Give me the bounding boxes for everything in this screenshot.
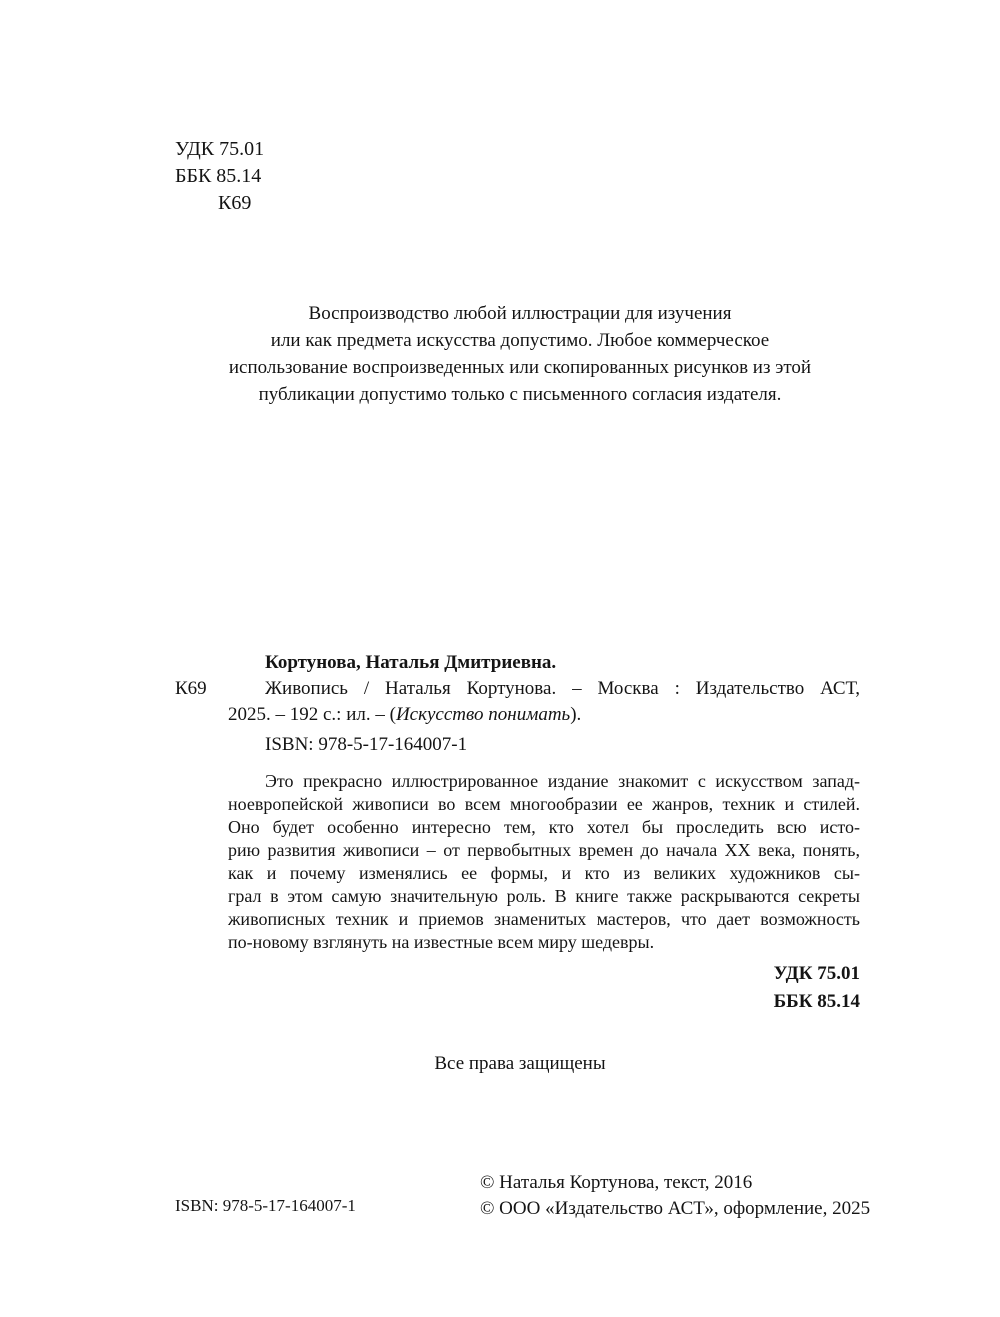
notice-line: использование воспроизведенных или скопированных рисунков из этой: [228, 357, 812, 378]
notice-line: или как предмета искусства допустимо. Любое коммерческое: [270, 330, 770, 351]
bbk-code-bottom: ББК 85.14: [773, 991, 860, 1012]
permission-notice: [175, 300, 865, 408]
notice-line: публикации допустимо только с письменного согласия издателя.: [258, 384, 782, 405]
annotation-line: живописных техник и приемов знаменитых мастеров, что дает возможность: [228, 909, 860, 929]
bbk-code: ББК 85.14: [175, 165, 262, 187]
catalog-card: [175, 650, 860, 1016]
author-heading: Кортунова, Наталья Дмитриевна.: [265, 652, 557, 673]
copyright-text-line: © Наталья Кортунова, текст, 2016: [480, 1172, 753, 1193]
rights-statement: Все права защищены: [434, 1053, 606, 1074]
isbn-line: ISBN: 978-5-17-164007-1: [265, 734, 468, 755]
bib-entry-line-2: [228, 702, 860, 728]
footer-isbn: ISBN: 978-5-17-164007-1: [175, 1196, 356, 1215]
annotation: [228, 770, 860, 954]
bib-entry-line-2-pre: 2025. – 192 с.: ил. – (: [228, 704, 396, 725]
annotation-line: Оно будет особенно интересно тем, кто хотел бы проследить всю исто-: [228, 817, 860, 837]
annotation-line: ноевропейской живописи во всем многообразии ее жанров, техник и стилей.: [228, 794, 860, 814]
bib-entry-line-2-post: ).: [570, 704, 582, 725]
annotation-line: рию развития живописи – от первобытных времен до начала XX века, понять,: [228, 840, 860, 860]
udk-code-bottom: УДК 75.01: [773, 963, 860, 984]
annotation-line: грал в этом самую значительную роль. В книге также раскрываются секреты: [228, 886, 860, 906]
udk-code: УДК 75.01: [175, 138, 265, 160]
classification-codes-top: [175, 136, 264, 217]
annotation-line: Это прекрасно иллюстрированное издание знакомит с искусством запад-: [265, 771, 860, 791]
notice-line: Воспроизводство любой иллюстрации для изучения: [308, 303, 732, 324]
author-sign-margin: К69: [175, 678, 207, 699]
classification-codes-bottom: [175, 960, 860, 1016]
copyright-block: [480, 1170, 870, 1222]
annotation-line: по-новому взглянуть на известные всем миру шедевры.: [228, 932, 655, 952]
series-title: Искусство понимать: [395, 704, 571, 725]
bib-entry-line-1: Живопись / Наталья Кортунова. – Москва : Издательство АСТ,: [265, 678, 860, 699]
author-sign-top: К69: [218, 192, 252, 214]
annotation-line: как и почему изменялись ее формы, и кто из великих художников сы-: [228, 863, 860, 883]
copyright-design-line: © ООО «Издательство АСТ», оформление, 2025: [480, 1198, 871, 1219]
